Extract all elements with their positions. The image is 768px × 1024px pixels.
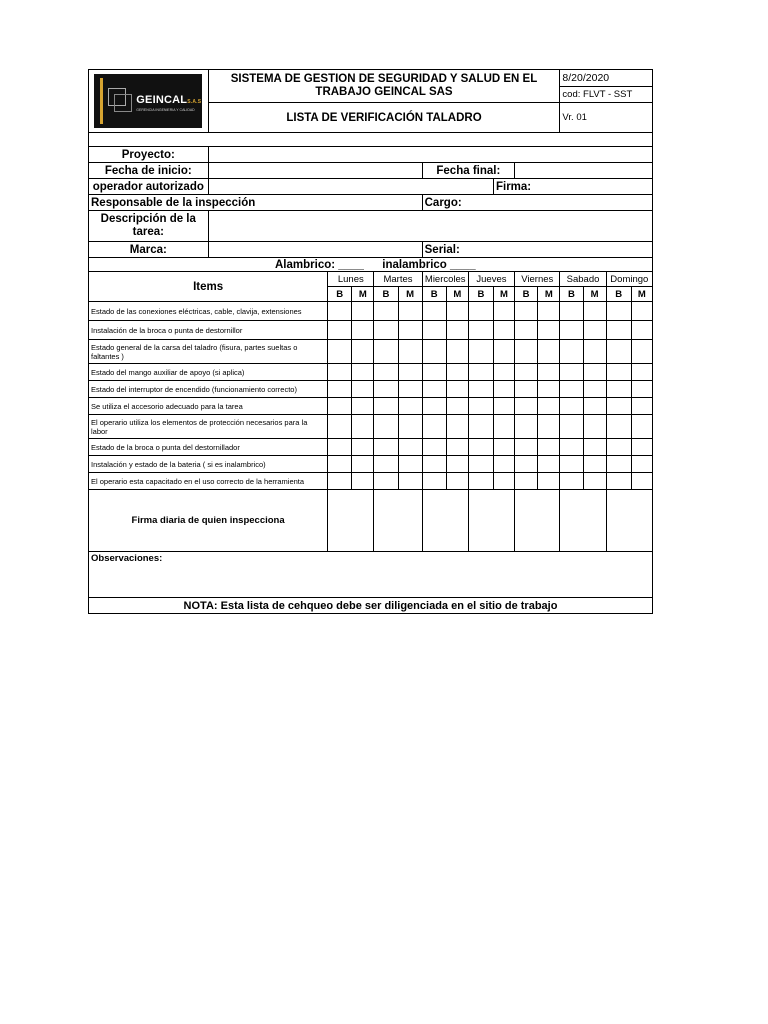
descripcion-value[interactable] — [208, 211, 652, 242]
check-cell[interactable] — [560, 302, 583, 321]
marca-value[interactable] — [208, 242, 422, 258]
item-label: Estado del interruptor de encendido (funcionamiento correcto) — [89, 381, 328, 398]
check-cell[interactable] — [631, 439, 652, 456]
check-cell[interactable] — [422, 415, 446, 439]
check-cell[interactable] — [515, 398, 538, 415]
check-cell[interactable] — [398, 321, 422, 340]
company-logo — [94, 74, 202, 128]
check-cell[interactable] — [493, 439, 514, 456]
check-cell[interactable] — [374, 398, 398, 415]
system-title: SISTEMA DE GESTION DE SEGURIDAD Y SALUD EN EL TRABAJO GEINCAL SAS — [208, 70, 560, 103]
check-cell[interactable] — [398, 473, 422, 490]
fecha-final-label: Fecha final: — [422, 163, 514, 179]
check-cell[interactable] — [631, 398, 652, 415]
serial-label: Serial: — [422, 242, 652, 258]
check-cell[interactable] — [398, 340, 422, 364]
document-subtitle: LISTA DE VERIFICACIÓN TALADRO — [208, 103, 560, 133]
check-cell[interactable] — [398, 364, 422, 381]
check-cell[interactable] — [515, 473, 538, 490]
check-cell[interactable] — [374, 415, 398, 439]
bueno-header: B — [374, 287, 398, 302]
check-cell[interactable] — [328, 415, 352, 439]
check-cell[interactable] — [422, 473, 446, 490]
check-cell[interactable] — [446, 456, 468, 473]
check-cell[interactable] — [328, 456, 352, 473]
firma-diaria-row — [89, 490, 653, 552]
check-cell[interactable] — [374, 381, 398, 398]
check-cell[interactable] — [352, 364, 374, 381]
day-header: Martes — [374, 272, 422, 287]
check-cell[interactable] — [374, 364, 398, 381]
operador-label: operador autorizado — [89, 179, 209, 195]
check-cell[interactable] — [606, 364, 631, 381]
check-cell[interactable] — [493, 381, 514, 398]
check-cell[interactable] — [560, 340, 583, 364]
check-cell[interactable] — [422, 321, 446, 340]
day-header: Domingo — [606, 272, 652, 287]
check-cell[interactable] — [468, 398, 493, 415]
table-row — [89, 321, 653, 340]
day-header: Sabado — [560, 272, 606, 287]
check-cell[interactable] — [583, 302, 606, 321]
check-cell[interactable] — [468, 321, 493, 340]
check-cell[interactable] — [538, 456, 560, 473]
check-cell[interactable] — [328, 398, 352, 415]
firma-day-cell[interactable] — [515, 490, 560, 552]
check-cell[interactable] — [446, 321, 468, 340]
table-row — [89, 439, 653, 456]
check-cell[interactable] — [560, 439, 583, 456]
check-cell[interactable] — [398, 439, 422, 456]
observaciones-label: Observaciones: — [91, 553, 163, 564]
check-cell[interactable] — [352, 381, 374, 398]
firma-day-cell[interactable] — [328, 490, 374, 552]
item-label: Se utiliza el accesorio adecuado para la tarea — [89, 398, 328, 415]
check-cell[interactable] — [493, 473, 514, 490]
malo-header: M — [352, 287, 374, 302]
table-row — [89, 302, 653, 321]
check-cell[interactable] — [352, 456, 374, 473]
check-cell[interactable] — [422, 398, 446, 415]
check-cell[interactable] — [606, 398, 631, 415]
check-cell[interactable] — [493, 340, 514, 364]
doc-version: Vr. 01 — [560, 103, 653, 133]
check-cell[interactable] — [560, 398, 583, 415]
check-cell[interactable] — [493, 302, 514, 321]
table-row — [89, 364, 653, 381]
check-cell[interactable] — [352, 302, 374, 321]
bueno-header: B — [560, 287, 583, 302]
check-cell[interactable] — [583, 340, 606, 364]
check-cell[interactable] — [583, 364, 606, 381]
check-cell[interactable] — [374, 321, 398, 340]
day-header: Miercoles — [422, 272, 468, 287]
check-cell[interactable] — [422, 456, 446, 473]
check-cell[interactable] — [560, 381, 583, 398]
check-cell[interactable] — [468, 340, 493, 364]
malo-header: M — [398, 287, 422, 302]
check-cell[interactable] — [352, 321, 374, 340]
spacer-row — [89, 133, 653, 147]
bueno-header: B — [606, 287, 631, 302]
check-cell[interactable] — [583, 456, 606, 473]
check-cell[interactable] — [493, 364, 514, 381]
logo-cell — [89, 70, 209, 133]
check-cell[interactable] — [538, 340, 560, 364]
check-cell[interactable] — [606, 415, 631, 439]
fecha-inicio-value[interactable] — [208, 163, 422, 179]
malo-header: M — [631, 287, 652, 302]
check-cell[interactable] — [374, 302, 398, 321]
proyecto-value[interactable] — [208, 147, 652, 163]
bueno-header: B — [328, 287, 352, 302]
nota-text: NOTA: Esta lista de cehqueo debe ser diligenciada en el sitio de trabajo — [89, 598, 653, 614]
logo-suffix: S.A.S — [187, 99, 202, 105]
inalambrico-label: inalambrico ____ — [382, 258, 476, 271]
check-cell[interactable] — [398, 398, 422, 415]
item-label: Instalación y estado de la bateria ( si es inalambrico) — [89, 456, 328, 473]
firma-diaria-label: Firma diaria de quien inspecciona — [89, 490, 328, 552]
malo-header: M — [446, 287, 468, 302]
check-cell[interactable] — [398, 456, 422, 473]
check-cell[interactable] — [422, 381, 446, 398]
cargo-label: Cargo: — [422, 195, 652, 211]
proyecto-label: Proyecto: — [89, 147, 209, 163]
bueno-header: B — [422, 287, 446, 302]
check-cell[interactable] — [515, 381, 538, 398]
check-cell[interactable] — [515, 340, 538, 364]
check-cell[interactable] — [468, 456, 493, 473]
check-cell[interactable] — [422, 302, 446, 321]
item-label: El operario utiliza los elementos de protección necesarios para la labor — [89, 415, 328, 439]
logo-name: GEINCAL — [136, 94, 188, 106]
check-cell[interactable] — [538, 473, 560, 490]
check-cell[interactable] — [583, 381, 606, 398]
firma-label: Firma: — [493, 179, 652, 195]
observaciones-box[interactable] — [89, 552, 653, 598]
doc-date: 8/20/2020 — [560, 70, 653, 87]
check-cell[interactable] — [374, 439, 398, 456]
items-body — [89, 302, 653, 490]
responsable-label: Responsable de la inspección — [89, 195, 423, 211]
check-cell[interactable] — [493, 321, 514, 340]
check-cell[interactable] — [328, 381, 352, 398]
check-cell[interactable] — [446, 415, 468, 439]
check-cell[interactable] — [422, 364, 446, 381]
power-type-row — [89, 258, 653, 272]
check-cell[interactable] — [328, 439, 352, 456]
check-cell[interactable] — [352, 473, 374, 490]
table-row — [89, 340, 653, 364]
check-cell[interactable] — [328, 473, 352, 490]
check-cell[interactable] — [606, 340, 631, 364]
check-cell[interactable] — [328, 321, 352, 340]
check-cell[interactable] — [583, 473, 606, 490]
firma-day-cell[interactable] — [606, 490, 652, 552]
checklist-table — [88, 69, 653, 614]
check-cell[interactable] — [352, 340, 374, 364]
check-cell[interactable] — [583, 415, 606, 439]
check-cell[interactable] — [352, 398, 374, 415]
marca-label: Marca: — [89, 242, 209, 258]
item-label: Estado del mango auxiliar de apoyo (si aplica) — [89, 364, 328, 381]
bueno-header: B — [515, 287, 538, 302]
check-cell[interactable] — [515, 302, 538, 321]
day-header: Viernes — [515, 272, 560, 287]
logo-tagline: GERENCIA INGENIERIA Y CALIDAD — [136, 108, 195, 112]
check-cell[interactable] — [422, 439, 446, 456]
check-cell[interactable] — [446, 340, 468, 364]
check-cell[interactable] — [374, 340, 398, 364]
check-cell[interactable] — [374, 456, 398, 473]
firma-day-cell[interactable] — [374, 490, 422, 552]
check-cell[interactable] — [398, 381, 422, 398]
check-cell[interactable] — [606, 302, 631, 321]
doc-code: cod: FLVT - SST — [560, 86, 653, 103]
check-cell[interactable] — [515, 439, 538, 456]
check-cell[interactable] — [446, 398, 468, 415]
firma-day-cell[interactable] — [422, 490, 468, 552]
check-cell[interactable] — [631, 473, 652, 490]
check-cell[interactable] — [446, 381, 468, 398]
check-cell[interactable] — [422, 340, 446, 364]
check-cell[interactable] — [446, 439, 468, 456]
check-cell[interactable] — [493, 398, 514, 415]
check-cell[interactable] — [398, 415, 422, 439]
malo-header: M — [493, 287, 514, 302]
day-header: Lunes — [328, 272, 374, 287]
malo-header: M — [583, 287, 606, 302]
check-cell[interactable] — [631, 381, 652, 398]
check-cell[interactable] — [515, 456, 538, 473]
item-label: Estado de las conexiones eléctricas, cable, clavija, extensiones — [89, 302, 328, 321]
operador-value[interactable] — [208, 179, 493, 195]
alambrico-label: Alambrico: ____ — [275, 258, 364, 271]
check-cell[interactable] — [446, 364, 468, 381]
bueno-header: B — [468, 287, 493, 302]
check-cell[interactable] — [606, 381, 631, 398]
table-row — [89, 415, 653, 439]
check-cell[interactable] — [560, 321, 583, 340]
day-header: Jueves — [468, 272, 514, 287]
firma-day-cell[interactable] — [468, 490, 514, 552]
check-cell[interactable] — [560, 473, 583, 490]
fecha-final-value[interactable] — [515, 163, 653, 179]
check-cell[interactable] — [468, 302, 493, 321]
item-label: Estado de la broca o punta del destornillador — [89, 439, 328, 456]
check-cell[interactable] — [631, 364, 652, 381]
checklist-sheet — [88, 69, 653, 614]
items-header: Items — [89, 272, 328, 302]
check-cell[interactable] — [374, 473, 398, 490]
check-cell[interactable] — [493, 415, 514, 439]
malo-header: M — [538, 287, 560, 302]
check-cell[interactable] — [468, 364, 493, 381]
check-cell[interactable] — [538, 398, 560, 415]
check-cell[interactable] — [468, 439, 493, 456]
check-cell[interactable] — [631, 302, 652, 321]
check-cell[interactable] — [398, 302, 422, 321]
check-cell[interactable] — [606, 321, 631, 340]
check-cell[interactable] — [538, 415, 560, 439]
firma-day-cell[interactable] — [560, 490, 606, 552]
check-cell[interactable] — [538, 381, 560, 398]
check-cell[interactable] — [446, 302, 468, 321]
check-cell[interactable] — [631, 415, 652, 439]
item-label: El operario esta capacitado en el uso correcto de la herramienta — [89, 473, 328, 490]
check-cell[interactable] — [468, 473, 493, 490]
item-label: Estado general de la carsa del taladro (fisura, partes sueltas o faltantes ) — [89, 340, 328, 364]
check-cell[interactable] — [515, 364, 538, 381]
check-cell[interactable] — [560, 364, 583, 381]
table-row — [89, 381, 653, 398]
check-cell[interactable] — [328, 340, 352, 364]
check-cell[interactable] — [583, 321, 606, 340]
check-cell[interactable] — [583, 439, 606, 456]
check-cell[interactable] — [583, 398, 606, 415]
check-cell[interactable] — [560, 456, 583, 473]
check-cell[interactable] — [352, 415, 374, 439]
check-cell[interactable] — [538, 364, 560, 381]
check-cell[interactable] — [515, 415, 538, 439]
check-cell[interactable] — [468, 381, 493, 398]
check-cell[interactable] — [446, 473, 468, 490]
check-cell[interactable] — [493, 456, 514, 473]
check-cell[interactable] — [352, 439, 374, 456]
check-cell[interactable] — [515, 321, 538, 340]
descripcion-label: Descripción de la tarea: — [89, 211, 209, 242]
fecha-inicio-label: Fecha de inicio: — [89, 163, 209, 179]
check-cell[interactable] — [631, 321, 652, 340]
check-cell[interactable] — [606, 456, 631, 473]
check-cell[interactable] — [538, 302, 560, 321]
check-cell[interactable] — [328, 364, 352, 381]
check-cell[interactable] — [538, 439, 560, 456]
check-cell[interactable] — [606, 473, 631, 490]
table-row — [89, 398, 653, 415]
table-row — [89, 473, 653, 490]
check-cell[interactable] — [468, 415, 493, 439]
check-cell[interactable] — [631, 456, 652, 473]
table-row — [89, 456, 653, 473]
check-cell[interactable] — [560, 415, 583, 439]
check-cell[interactable] — [328, 302, 352, 321]
check-cell[interactable] — [606, 439, 631, 456]
check-cell[interactable] — [538, 321, 560, 340]
check-cell[interactable] — [631, 340, 652, 364]
item-label: Instalación de la broca o punta de destornillor — [89, 321, 328, 340]
